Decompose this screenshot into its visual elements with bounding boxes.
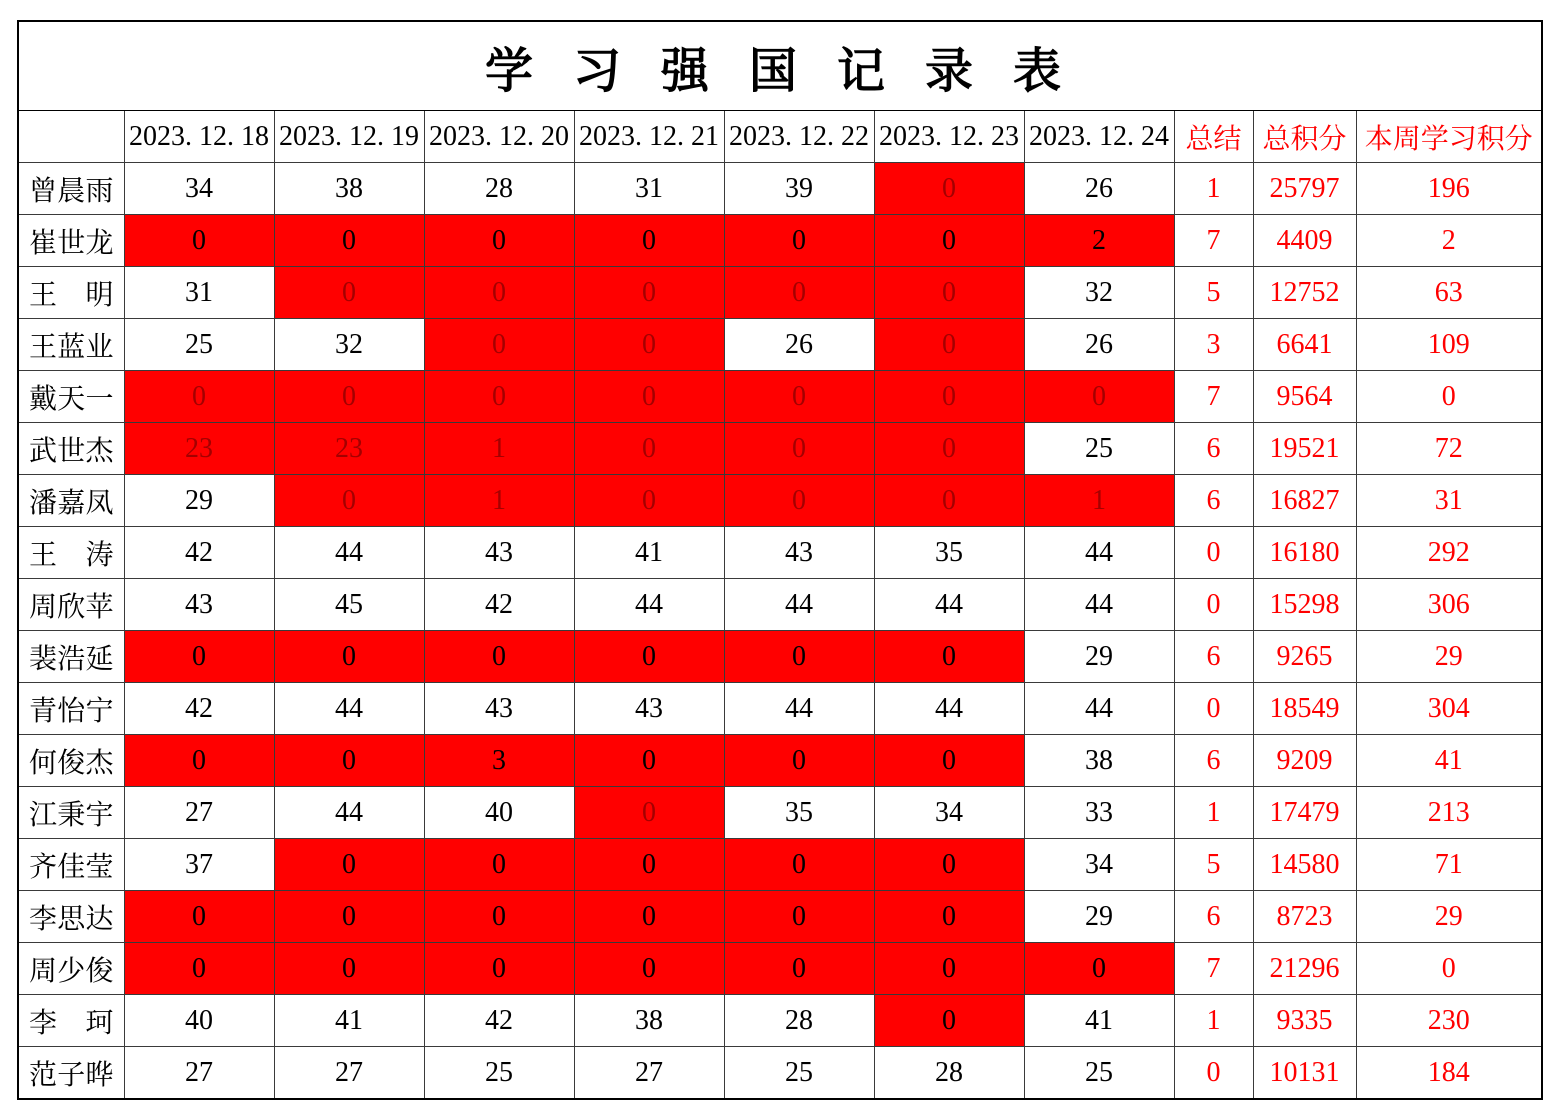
day-score-cell: 38 (1024, 735, 1174, 787)
day-score-cell: 0 (424, 319, 574, 371)
total-score-cell: 25797 (1253, 163, 1356, 215)
summary-cell: 7 (1174, 371, 1253, 423)
table-row (18, 735, 1542, 787)
summary-cell: 1 (1174, 995, 1253, 1047)
day-score-cell: 0 (874, 371, 1024, 423)
total-score-cell: 17479 (1253, 787, 1356, 839)
day-score-cell: 0 (574, 839, 724, 891)
day-score-cell: 0 (724, 475, 874, 527)
day-score-cell: 0 (274, 371, 424, 423)
header-row (18, 111, 1542, 163)
day-score-cell: 3 (424, 735, 574, 787)
day-score-cell: 0 (124, 215, 274, 267)
day-score-cell: 0 (124, 631, 274, 683)
day-score-cell: 45 (274, 579, 424, 631)
day-score-cell: 0 (724, 423, 874, 475)
column-header-summary: 总结 (1174, 111, 1253, 163)
table-row (18, 267, 1542, 319)
day-score-cell: 0 (1024, 943, 1174, 995)
day-score-cell: 44 (1024, 527, 1174, 579)
total-score-cell: 21296 (1253, 943, 1356, 995)
week-score-cell: 0 (1356, 943, 1542, 995)
summary-cell: 5 (1174, 267, 1253, 319)
day-score-cell: 0 (874, 631, 1024, 683)
total-score-cell: 19521 (1253, 423, 1356, 475)
day-score-cell: 0 (574, 267, 724, 319)
total-score-cell: 15298 (1253, 579, 1356, 631)
summary-cell: 1 (1174, 787, 1253, 839)
table-row (18, 631, 1542, 683)
day-score-cell: 0 (424, 891, 574, 943)
student-name: 范子晔 (18, 1047, 124, 1100)
table-row (18, 995, 1542, 1047)
day-score-cell: 43 (124, 579, 274, 631)
day-score-cell: 0 (724, 839, 874, 891)
column-header-date-1: 2023. 12. 18 (124, 111, 274, 163)
summary-cell: 3 (1174, 319, 1253, 371)
day-score-cell: 0 (574, 943, 724, 995)
column-header-date-3: 2023. 12. 20 (424, 111, 574, 163)
day-score-cell: 0 (574, 423, 724, 475)
column-header-week-score: 本周学习积分 (1356, 111, 1542, 163)
day-score-cell: 0 (574, 735, 724, 787)
week-score-cell: 41 (1356, 735, 1542, 787)
column-header-date-5: 2023. 12. 22 (724, 111, 874, 163)
day-score-cell: 27 (274, 1047, 424, 1100)
day-score-cell: 0 (424, 839, 574, 891)
day-score-cell: 33 (1024, 787, 1174, 839)
day-score-cell: 0 (424, 631, 574, 683)
day-score-cell: 44 (274, 787, 424, 839)
summary-cell: 6 (1174, 891, 1253, 943)
day-score-cell: 42 (124, 527, 274, 579)
day-score-cell: 0 (424, 215, 574, 267)
student-name: 戴天一 (18, 371, 124, 423)
total-score-cell: 16827 (1253, 475, 1356, 527)
day-score-cell: 41 (274, 995, 424, 1047)
day-score-cell: 42 (124, 683, 274, 735)
summary-cell: 0 (1174, 527, 1253, 579)
student-name: 王涛 (18, 527, 124, 579)
day-score-cell: 27 (124, 787, 274, 839)
day-score-cell: 26 (1024, 319, 1174, 371)
week-score-cell: 29 (1356, 631, 1542, 683)
day-score-cell: 0 (274, 839, 424, 891)
day-score-cell: 0 (574, 891, 724, 943)
table-row (18, 475, 1542, 527)
day-score-cell: 25 (124, 319, 274, 371)
day-score-cell: 25 (1024, 423, 1174, 475)
column-header-date-4: 2023. 12. 21 (574, 111, 724, 163)
total-score-cell: 12752 (1253, 267, 1356, 319)
day-score-cell: 0 (274, 475, 424, 527)
record-table (17, 20, 1543, 1100)
table-row (18, 943, 1542, 995)
week-score-cell: 292 (1356, 527, 1542, 579)
table-row (18, 1047, 1542, 1100)
column-header-date-7: 2023. 12. 24 (1024, 111, 1174, 163)
day-score-cell: 32 (1024, 267, 1174, 319)
table-row (18, 163, 1542, 215)
day-score-cell: 0 (724, 891, 874, 943)
day-score-cell: 35 (874, 527, 1024, 579)
day-score-cell: 40 (424, 787, 574, 839)
student-name: 王蓝业 (18, 319, 124, 371)
day-score-cell: 29 (124, 475, 274, 527)
column-header-total-score: 总积分 (1253, 111, 1356, 163)
day-score-cell: 0 (874, 735, 1024, 787)
day-score-cell: 0 (724, 267, 874, 319)
day-score-cell: 0 (874, 475, 1024, 527)
day-score-cell: 34 (874, 787, 1024, 839)
table-row (18, 787, 1542, 839)
day-score-cell: 0 (874, 891, 1024, 943)
summary-cell: 0 (1174, 683, 1253, 735)
summary-cell: 6 (1174, 631, 1253, 683)
day-score-cell: 44 (1024, 579, 1174, 631)
table-body (18, 163, 1542, 1100)
title-row (18, 21, 1542, 111)
day-score-cell: 0 (124, 943, 274, 995)
day-score-cell: 0 (124, 735, 274, 787)
table-row (18, 891, 1542, 943)
summary-cell: 6 (1174, 735, 1253, 787)
day-score-cell: 44 (1024, 683, 1174, 735)
day-score-cell: 34 (1024, 839, 1174, 891)
column-header-date-6: 2023. 12. 23 (874, 111, 1024, 163)
student-name: 武世杰 (18, 423, 124, 475)
total-score-cell: 6641 (1253, 319, 1356, 371)
day-score-cell: 0 (874, 163, 1024, 215)
day-score-cell: 0 (574, 475, 724, 527)
student-name: 李珂 (18, 995, 124, 1047)
day-score-cell: 28 (874, 1047, 1024, 1100)
student-name: 齐佳莹 (18, 839, 124, 891)
page-title: 学 习 强 国 记 录 表 (18, 21, 1542, 111)
summary-cell: 0 (1174, 1047, 1253, 1100)
week-score-cell: 0 (1356, 371, 1542, 423)
week-score-cell: 213 (1356, 787, 1542, 839)
day-score-cell: 27 (124, 1047, 274, 1100)
day-score-cell: 0 (424, 943, 574, 995)
day-score-cell: 0 (724, 371, 874, 423)
day-score-cell: 44 (874, 683, 1024, 735)
table-row (18, 579, 1542, 631)
table-row (18, 683, 1542, 735)
total-score-cell: 16180 (1253, 527, 1356, 579)
day-score-cell: 0 (274, 215, 424, 267)
day-score-cell: 43 (424, 527, 574, 579)
student-name: 裴浩延 (18, 631, 124, 683)
column-header-name (18, 111, 124, 163)
day-score-cell: 0 (274, 267, 424, 319)
summary-cell: 7 (1174, 943, 1253, 995)
day-score-cell: 44 (274, 683, 424, 735)
week-score-cell: 109 (1356, 319, 1542, 371)
student-name: 王明 (18, 267, 124, 319)
total-score-cell: 4409 (1253, 215, 1356, 267)
student-name: 青怡宁 (18, 683, 124, 735)
day-score-cell: 35 (724, 787, 874, 839)
day-score-cell: 0 (424, 267, 574, 319)
day-score-cell: 0 (1024, 371, 1174, 423)
table-row (18, 319, 1542, 371)
day-score-cell: 0 (574, 631, 724, 683)
table-row (18, 839, 1542, 891)
week-score-cell: 71 (1356, 839, 1542, 891)
day-score-cell: 44 (874, 579, 1024, 631)
record-sheet (17, 20, 1543, 1100)
day-score-cell: 27 (574, 1047, 724, 1100)
day-score-cell: 26 (724, 319, 874, 371)
total-score-cell: 18549 (1253, 683, 1356, 735)
day-score-cell: 23 (124, 423, 274, 475)
day-score-cell: 0 (724, 943, 874, 995)
day-score-cell: 0 (874, 267, 1024, 319)
day-score-cell: 23 (274, 423, 424, 475)
day-score-cell: 0 (274, 943, 424, 995)
table-row (18, 371, 1542, 423)
week-score-cell: 72 (1356, 423, 1542, 475)
day-score-cell: 38 (574, 995, 724, 1047)
summary-cell: 6 (1174, 475, 1253, 527)
table-row (18, 423, 1542, 475)
summary-cell: 0 (1174, 579, 1253, 631)
day-score-cell: 42 (424, 579, 574, 631)
student-name: 曾晨雨 (18, 163, 124, 215)
total-score-cell: 14580 (1253, 839, 1356, 891)
student-name: 潘嘉凤 (18, 475, 124, 527)
week-score-cell: 31 (1356, 475, 1542, 527)
student-name: 崔世龙 (18, 215, 124, 267)
table-row (18, 527, 1542, 579)
week-score-cell: 306 (1356, 579, 1542, 631)
day-score-cell: 34 (124, 163, 274, 215)
day-score-cell: 29 (1024, 891, 1174, 943)
day-score-cell: 2 (1024, 215, 1174, 267)
day-score-cell: 0 (274, 735, 424, 787)
day-score-cell: 29 (1024, 631, 1174, 683)
week-score-cell: 196 (1356, 163, 1542, 215)
day-score-cell: 31 (124, 267, 274, 319)
total-score-cell: 8723 (1253, 891, 1356, 943)
day-score-cell: 1 (1024, 475, 1174, 527)
day-score-cell: 0 (124, 891, 274, 943)
student-name: 江秉宇 (18, 787, 124, 839)
day-score-cell: 0 (874, 215, 1024, 267)
summary-cell: 1 (1174, 163, 1253, 215)
day-score-cell: 43 (724, 527, 874, 579)
day-score-cell: 0 (574, 215, 724, 267)
day-score-cell: 0 (124, 371, 274, 423)
day-score-cell: 28 (724, 995, 874, 1047)
day-score-cell: 0 (874, 995, 1024, 1047)
total-score-cell: 10131 (1253, 1047, 1356, 1100)
summary-cell: 7 (1174, 215, 1253, 267)
day-score-cell: 40 (124, 995, 274, 1047)
day-score-cell: 0 (274, 631, 424, 683)
day-score-cell: 37 (124, 839, 274, 891)
day-score-cell: 38 (274, 163, 424, 215)
day-score-cell: 1 (424, 423, 574, 475)
day-score-cell: 43 (574, 683, 724, 735)
week-score-cell: 230 (1356, 995, 1542, 1047)
total-score-cell: 9564 (1253, 371, 1356, 423)
day-score-cell: 0 (724, 215, 874, 267)
day-score-cell: 25 (1024, 1047, 1174, 1100)
day-score-cell: 0 (574, 371, 724, 423)
day-score-cell: 0 (424, 371, 574, 423)
week-score-cell: 184 (1356, 1047, 1542, 1100)
day-score-cell: 25 (724, 1047, 874, 1100)
day-score-cell: 42 (424, 995, 574, 1047)
day-score-cell: 28 (424, 163, 574, 215)
day-score-cell: 0 (724, 631, 874, 683)
day-score-cell: 26 (1024, 163, 1174, 215)
day-score-cell: 32 (274, 319, 424, 371)
day-score-cell: 0 (724, 735, 874, 787)
day-score-cell: 44 (574, 579, 724, 631)
total-score-cell: 9265 (1253, 631, 1356, 683)
day-score-cell: 31 (574, 163, 724, 215)
total-score-cell: 9209 (1253, 735, 1356, 787)
column-header-date-2: 2023. 12. 19 (274, 111, 424, 163)
week-score-cell: 29 (1356, 891, 1542, 943)
summary-cell: 6 (1174, 423, 1253, 475)
day-score-cell: 39 (724, 163, 874, 215)
day-score-cell: 0 (574, 787, 724, 839)
day-score-cell: 0 (574, 319, 724, 371)
table-row (18, 215, 1542, 267)
summary-cell: 5 (1174, 839, 1253, 891)
day-score-cell: 0 (874, 839, 1024, 891)
day-score-cell: 41 (574, 527, 724, 579)
student-name: 周欣苹 (18, 579, 124, 631)
day-score-cell: 44 (274, 527, 424, 579)
week-score-cell: 63 (1356, 267, 1542, 319)
day-score-cell: 44 (724, 579, 874, 631)
total-score-cell: 9335 (1253, 995, 1356, 1047)
day-score-cell: 0 (274, 891, 424, 943)
student-name: 李思达 (18, 891, 124, 943)
student-name: 何俊杰 (18, 735, 124, 787)
day-score-cell: 43 (424, 683, 574, 735)
day-score-cell: 44 (724, 683, 874, 735)
day-score-cell: 0 (874, 423, 1024, 475)
student-name: 周少俊 (18, 943, 124, 995)
day-score-cell: 25 (424, 1047, 574, 1100)
week-score-cell: 304 (1356, 683, 1542, 735)
day-score-cell: 41 (1024, 995, 1174, 1047)
day-score-cell: 0 (874, 943, 1024, 995)
day-score-cell: 0 (874, 319, 1024, 371)
week-score-cell: 2 (1356, 215, 1542, 267)
day-score-cell: 1 (424, 475, 574, 527)
